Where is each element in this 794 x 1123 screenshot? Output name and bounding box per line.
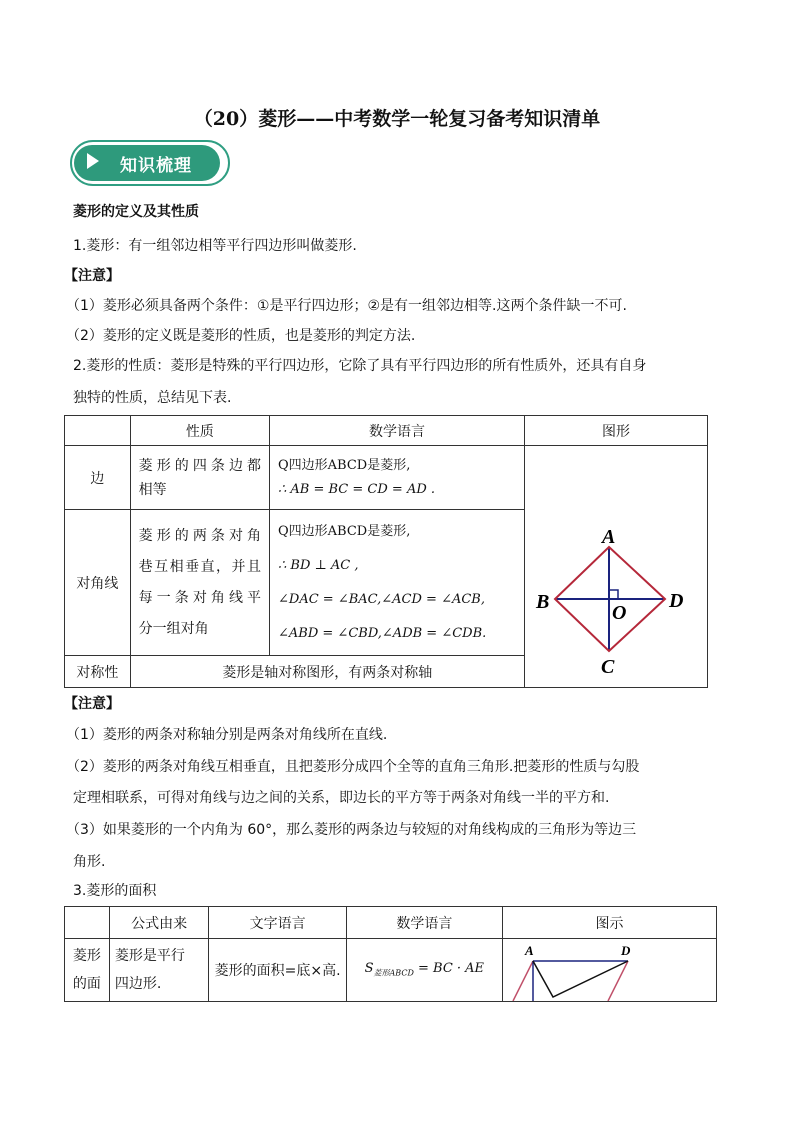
note-label-2: 【注意】	[64, 696, 120, 712]
area-table	[64, 906, 717, 1002]
note-5-line1: （3）如果菱形的一个内角为 60°，那么菱形的两条边与较短的对角线构成的三角形为等边三	[66, 822, 637, 838]
area-symbol: S	[364, 961, 374, 977]
prop-text: 分一组对角	[138, 620, 209, 637]
origin-text: 菱形是平行	[114, 948, 185, 964]
table2-header-origin: 公式由来	[109, 907, 209, 939]
row-area-math	[346, 939, 502, 1002]
prop-text: 相等	[138, 481, 167, 498]
table2-header-blank	[65, 907, 110, 939]
table2-header-figure: 图示	[502, 907, 716, 939]
rhombus-figure	[525, 449, 707, 685]
row-area-text: 菱形的面积=底×高.	[209, 939, 346, 1002]
prop-text: 巷互相垂直，并且	[138, 558, 262, 575]
table1-header-figure: 图形	[524, 416, 707, 446]
center-label-o: O	[611, 601, 627, 624]
table2-header-text: 文字语言	[209, 907, 346, 939]
area-figure	[503, 939, 716, 1001]
parallelogram-side	[608, 961, 628, 1001]
row-diagonal-property	[130, 510, 269, 656]
paragraph-definition: 1.菱形：有一组邻边相等平行四边形叫做菱形.	[73, 238, 357, 254]
math-line: ∠ABD = ∠CBD,∠ADB = ∠CDB.	[278, 625, 487, 641]
row-diagonal-math	[270, 510, 525, 656]
note-5-line2: 角形.	[73, 854, 106, 870]
table2-header-math: 数学语言	[346, 907, 502, 939]
parallelogram-side	[513, 961, 533, 1001]
note-3: （1）菱形的两条对称轴分别是两条对角线所在直线.	[66, 727, 388, 743]
note-4-line2: 定理相联系，可得对角线与边之间的关系，即边长的平方等于两条对角线一半的平方和.	[73, 790, 610, 806]
area-subscript: 菱形ABCD	[373, 968, 414, 978]
note-2: （2）菱形的定义既是菱形的性质，也是菱形的判定方法.	[66, 328, 416, 344]
table1-header-math: 数学语言	[270, 416, 525, 446]
page-title: （20）菱形——中考数学一轮复习备考知识清单	[193, 108, 601, 130]
figure-label-a: A	[524, 943, 534, 958]
paragraph-properties-line1: 2.菱形的性质：菱形是特殊的平行四边形，它除了具有平行四边形的所有性质外，还具有自身	[73, 358, 647, 374]
note-4-line1: （2）菱形的两条对角线互相垂直，且把菱形分成四个全等的直角三角形.把菱形的性质与勾股	[66, 759, 640, 775]
diagonal-lines	[533, 961, 628, 997]
math-line: Q四边形ABCD是菱形,	[278, 457, 411, 473]
play-icon	[87, 153, 99, 169]
area-formula: = BC · AE	[413, 961, 485, 977]
properties-table	[64, 415, 708, 688]
row-label-text: 菱形	[72, 948, 101, 964]
math-line: ∠DAC = ∠BAC,∠ACD = ∠ACB,	[278, 591, 485, 607]
vertex-label-b: B	[535, 590, 550, 613]
note-1: （1）菱形必须具备两个条件：①是平行四边形；②是有一组邻边相等.这两个条件缺一不可.	[66, 298, 627, 314]
row-label-area	[65, 939, 110, 1002]
origin-text: 四边形.	[114, 976, 162, 992]
figure-label-d: D	[620, 943, 631, 958]
row-label-text: 的面	[72, 976, 101, 992]
area-figure-cell	[502, 939, 716, 1002]
math-line: ∴ BD ⊥ AC ,	[278, 557, 359, 573]
math-line: Q四边形ABCD是菱形,	[278, 523, 411, 539]
row-side-property	[130, 446, 269, 510]
vertex-label-a: A	[601, 525, 616, 548]
table1-header-property: 性质	[130, 416, 269, 446]
prop-text: 菱形的两条对角	[138, 527, 262, 544]
table1-header-blank	[65, 416, 131, 446]
prop-text: 每一条对角线平	[138, 589, 262, 606]
section-banner	[70, 140, 232, 188]
paragraph-properties-line2: 独特的性质，总结见下表.	[73, 390, 232, 406]
vertex-label-c: C	[600, 655, 615, 678]
row-area-origin	[109, 939, 209, 1002]
row-side-math	[270, 446, 525, 510]
row-symmetry-text: 菱形是轴对称图形，有两条对称轴	[130, 656, 524, 688]
banner-label: 知识梳理	[120, 156, 192, 176]
rhombus-figure-cell	[524, 446, 707, 688]
row-label-side: 边	[65, 446, 131, 510]
vertex-label-d: D	[668, 589, 684, 612]
section-heading: 菱形的定义及其性质	[73, 204, 199, 220]
prop-text: 菱形的四条边都	[138, 457, 262, 474]
right-angle-mark	[609, 590, 618, 599]
row-label-diagonal: 对角线	[65, 510, 131, 656]
row-label-symmetry: 对称性	[65, 656, 131, 688]
math-line: ∴ AB = BC = CD = AD .	[278, 481, 436, 497]
note-label: 【注意】	[64, 268, 120, 284]
paragraph-area: 3.菱形的面积	[73, 883, 157, 899]
